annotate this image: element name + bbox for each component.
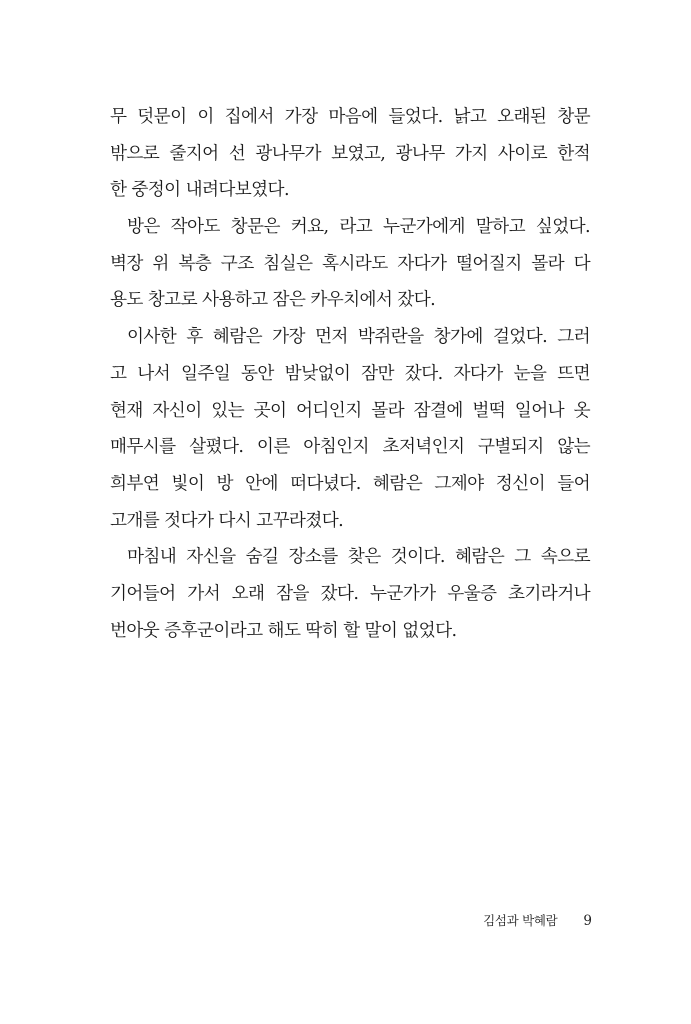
text-line: 번아웃 증후군이라고 해도 딱히 할 말이 없었다. xyxy=(110,620,457,641)
text-line: 밖으로 줄지어 선 광나무가 보였고, 광나무 가지 사이로 한적 xyxy=(110,143,590,164)
paragraph-first-line: 방은 작아도 창문은 커요, 라고 누군가에게 말하고 싶었다. xyxy=(127,217,590,238)
page-footer xyxy=(483,910,592,932)
text-line: 벽장 위 복층 구조 침실은 혹시라도 자다가 떨어질지 몰라 다 xyxy=(110,253,590,274)
text-line: 매무시를 살폈다. 이른 아침인지 초저녁인지 구별되지 않는 xyxy=(110,437,590,458)
paragraph-first-line: 이사한 후 혜람은 가장 먼저 박쥐란을 창가에 걸었다. 그러 xyxy=(127,327,590,348)
text-line: 고개를 젓다가 다시 고꾸라졌다. xyxy=(110,510,344,531)
page-number: 9 xyxy=(583,913,592,929)
text-line: 고 나서 일주일 동안 밤낮없이 잠만 잤다. 자다가 눈을 뜨면 xyxy=(110,363,590,384)
paragraph-first-line: 마침내 자신을 숨길 장소를 찾은 것이다. 혜람은 그 속으로 xyxy=(127,547,590,568)
text-line: 용도 창고로 사용하고 잠은 카우치에서 잤다. xyxy=(110,290,436,311)
text-line: 희부연 빛이 방 안에 떠다녔다. 혜람은 그제야 정신이 들어 xyxy=(110,473,590,494)
text-line: 무 덧문이 이 집에서 가장 마음에 들었다. 낡고 오래된 창문 xyxy=(110,107,590,127)
text-line: 한 중정이 내려다보였다. xyxy=(110,180,289,201)
text-line: 현재 자신이 있는 곳이 어디인지 몰라 잠결에 벌떡 일어나 옷 xyxy=(110,400,590,421)
running-title: 김섬과 박혜람 xyxy=(483,913,558,928)
body-text xyxy=(110,99,590,649)
text-line: 기어들어 가서 오래 잠을 잤다. 누군가가 우울증 초기라거나 xyxy=(110,583,590,604)
